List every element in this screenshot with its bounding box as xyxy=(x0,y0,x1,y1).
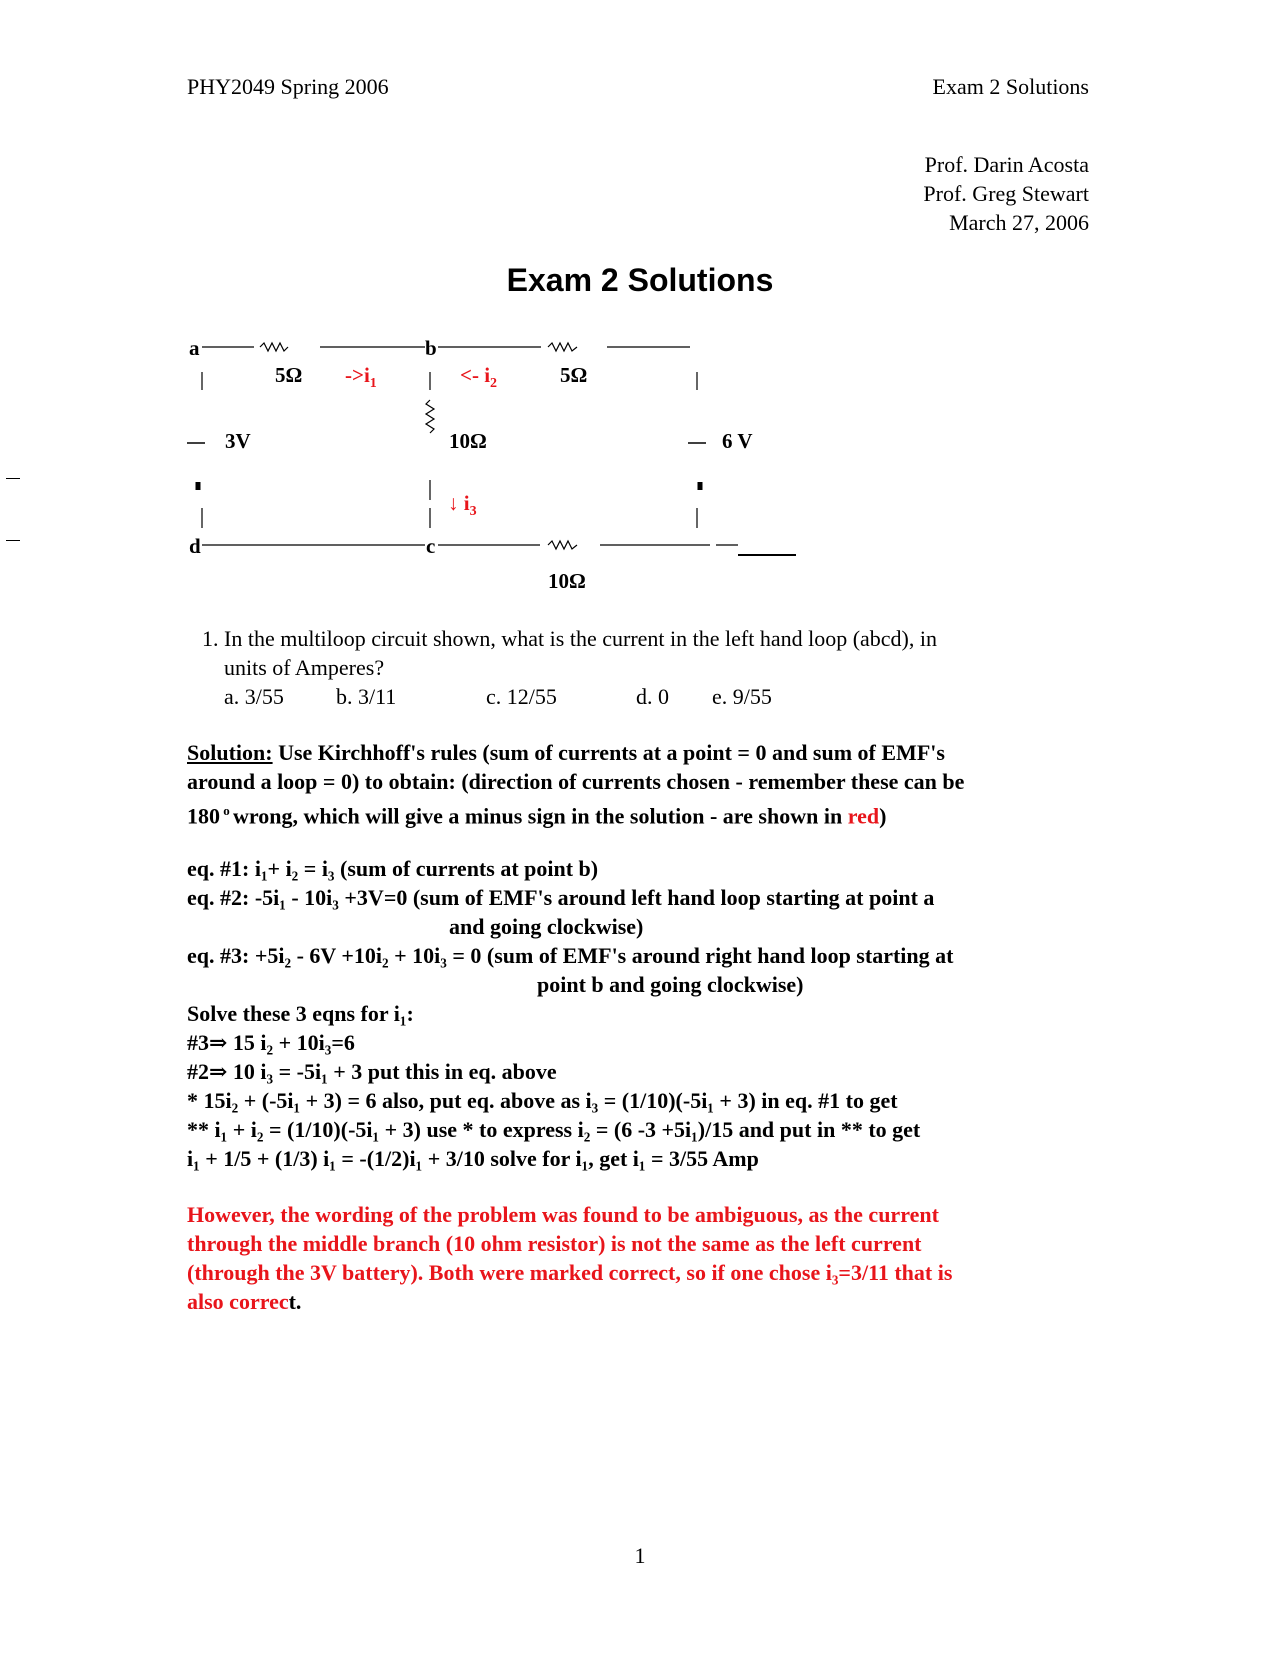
author-1: Prof. Darin Acosta xyxy=(924,152,1089,177)
solution-intro-1: Use Kirchhoff's rules (sum of currents at a point = 0 and sum of EMF's xyxy=(272,740,945,765)
node-d-label: d xyxy=(189,534,201,558)
choice-c: c. 12/55 xyxy=(486,684,557,709)
circuit-diagram xyxy=(0,330,820,600)
equations-block xyxy=(187,854,1107,1173)
solve-line-1: Solve these 3 eqns for i₁: xyxy=(187,1001,414,1026)
solution-intro-3a: 180 xyxy=(187,803,220,829)
author-block xyxy=(923,150,1089,237)
solution-intro-2: around a loop = 0) to obtain: (direction of currents chosen - remember these can be xyxy=(187,769,965,794)
solution-intro-3b: wrong, which will give a minus sign in the solution - are shown in xyxy=(233,803,848,829)
current-i3-label xyxy=(448,491,477,519)
degree-mark: o xyxy=(220,803,233,818)
current-i3-sub: 3 xyxy=(469,504,477,519)
choice-d: d. 0 xyxy=(636,684,669,709)
resistor-bottom-label: 10Ω xyxy=(548,569,586,593)
current-i1-text: ->i xyxy=(345,363,370,387)
solve-line-5: ** i₁ + i₂ = (1/10)(-5i₁ + 3) use * to express i₂ = (6 -3 +5i₁)/15 and put in ** to get xyxy=(187,1117,921,1142)
solve-line-3: #2⇒ 10 i₃ = -5i₁ + 3 put this in eq. above xyxy=(187,1059,557,1084)
resistor-symbol xyxy=(548,343,577,351)
note-line-2: through the middle branch (10 ohm resistor) is not the same as the left current xyxy=(187,1231,922,1256)
resistor-symbol xyxy=(426,400,434,433)
choice-a: a. 3/55 xyxy=(224,684,284,709)
page-title: Exam 2 Solutions xyxy=(506,262,774,298)
solve-line-2: #3⇒ 15 i₂ + 10i₃=6 xyxy=(187,1030,355,1055)
solve-line-6: i₁ + 1/5 + (1/3) i₁ = -(1/2)i₁ + 3/10 solve for i₁, get i₁ = 3/55 Amp xyxy=(187,1146,759,1171)
course-header: PHY2049 Spring 2006 xyxy=(187,74,389,99)
resistor-b-right-label: 5Ω xyxy=(560,363,588,387)
solve-line-4: * 15i₂ + (-5i₁ + 3) = 6 also, put eq. above as i₃ = (1/10)(-5i₁ + 3) in eq. #1 to get xyxy=(187,1088,898,1113)
current-i3-text: ↓ i xyxy=(448,491,470,515)
equation-2-cont: and going clockwise) xyxy=(449,914,644,939)
page-number: 1 xyxy=(634,1543,646,1568)
current-i2-sub: 2 xyxy=(490,376,498,391)
resistor-mid-label: 10Ω xyxy=(449,429,487,453)
solution-label: Solution: xyxy=(187,740,273,765)
equation-3-cont: point b and going clockwise) xyxy=(537,972,804,997)
solution-intro-red: red xyxy=(847,803,880,829)
note-line-4-black: t. xyxy=(288,1289,302,1314)
emf-left-label: 3V xyxy=(225,429,251,453)
question-line-1: In the multiloop circuit shown, what is the current in the left hand loop (abcd), in xyxy=(224,626,937,651)
current-i2-text: <- i xyxy=(460,363,491,387)
solution-intro-3c: ) xyxy=(879,803,887,829)
note-line-4-red: also correc xyxy=(187,1289,289,1314)
equation-2: eq. #2: -5i₁ - 10i₃ +3V=0 (sum of EMF's around left hand loop starting at point a xyxy=(187,885,935,910)
note-line-1: However, the wording of the problem was found to be ambiguous, as the current xyxy=(187,1202,939,1227)
solution-intro xyxy=(187,738,1087,830)
ambiguity-note xyxy=(187,1200,1107,1316)
equation-1: eq. #1: i₁+ i₂ = i₃ (sum of currents at point b) xyxy=(187,856,599,881)
equation-3: eq. #3: +5i₂ - 6V +10i₂ + 10i₃ = 0 (sum of EMF's around right hand loop starting at xyxy=(187,943,954,968)
author-2: Prof. Greg Stewart xyxy=(923,181,1089,206)
doc-header: Exam 2 Solutions xyxy=(932,74,1089,99)
resistor-symbol xyxy=(260,343,288,351)
current-i2-label xyxy=(460,363,497,391)
current-i1-sub: 1 xyxy=(369,376,377,391)
solution-line-3 xyxy=(187,796,1087,830)
resistor-symbol xyxy=(548,541,577,549)
question-line-2: units of Amperes? xyxy=(224,655,385,680)
node-c-label: c xyxy=(426,534,436,558)
node-b-label: b xyxy=(425,336,437,360)
date: March 27, 2006 xyxy=(949,210,1089,235)
question-text xyxy=(224,624,937,682)
solution-line-1 xyxy=(187,738,1087,767)
emf-right-label: 6 V xyxy=(722,429,753,453)
node-a-label: a xyxy=(189,336,200,360)
current-i1-label xyxy=(345,363,377,391)
note-line-3: (through the 3V battery). Both were marked correct, so if one chose i₃=3/11 that is xyxy=(187,1260,953,1285)
choice-b: b. 3/11 xyxy=(336,684,397,709)
question-number: 1. xyxy=(202,626,219,651)
choice-e: e. 9/55 xyxy=(712,684,772,709)
note-line-4 xyxy=(187,1287,1107,1316)
resistor-ab-label: 5Ω xyxy=(275,363,303,387)
